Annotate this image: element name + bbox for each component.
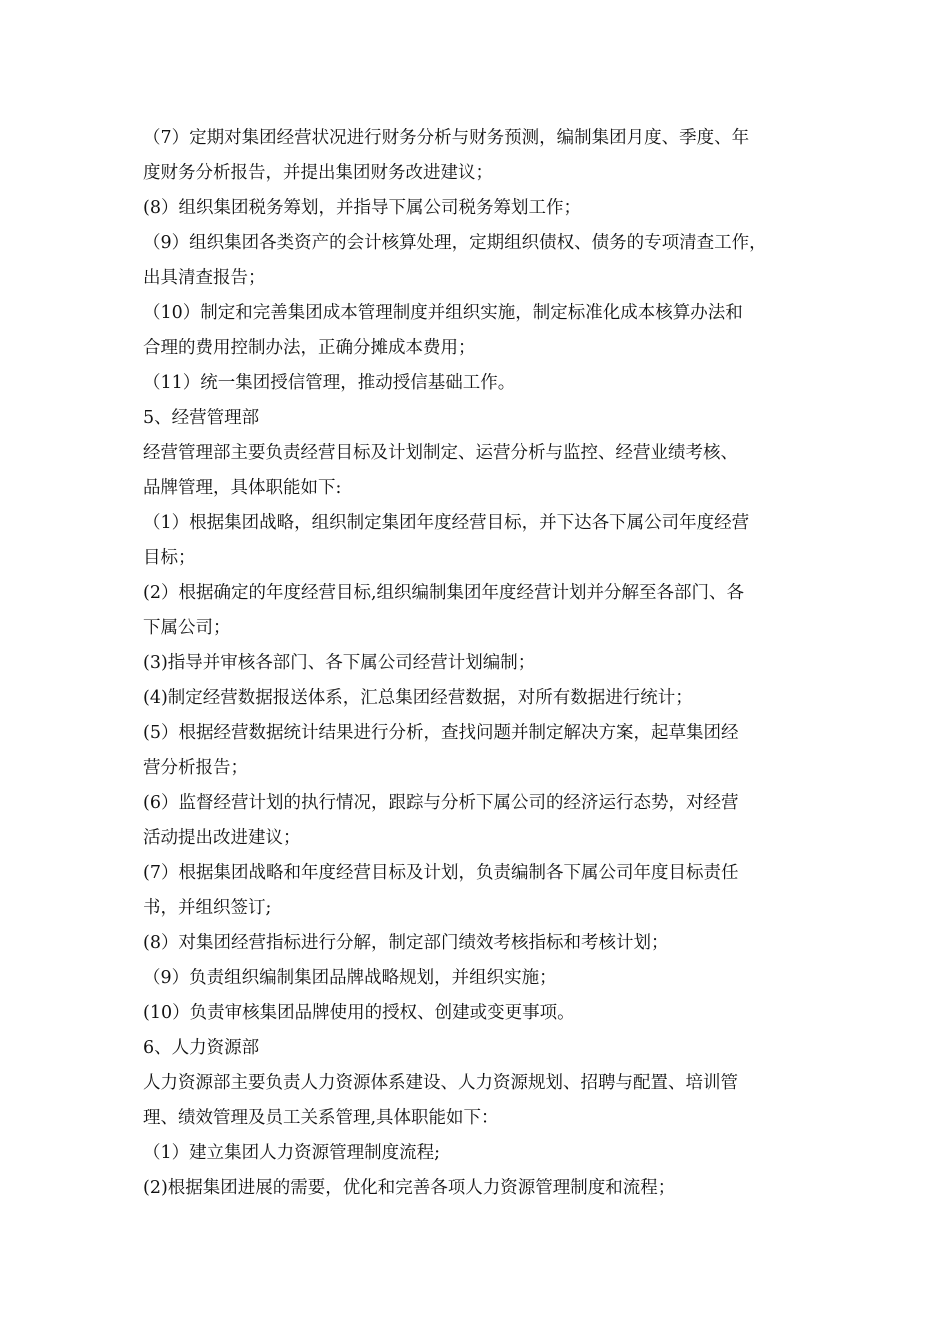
text-line: (10）负责审核集团品牌使用的授权、创建或变更事项。 — [143, 1003, 575, 1023]
text-line: （1）根据集团战略，组织制定集团年度经营目标，并下达各下属公司年度经营 — [143, 513, 750, 533]
text-line: 营分析报告； — [143, 758, 248, 778]
text-line: (8）组织集团税务筹划，并指导下属公司税务筹划工作； — [143, 198, 581, 218]
text-line: (6）监督经营计划的执行情况，跟踪与分析下属公司的经济运行态势，对经营 — [143, 793, 739, 813]
text-line: 经营管理部主要负责经营目标及计划制定、运营分析与监控、经营业绩考核、 — [143, 443, 738, 463]
text-line: (7）根据集团战略和年度经营目标及计划，负责编制各下属公司年度目标责任 — [143, 863, 739, 883]
text-line: 理、绩效管理及员工关系管理,具体职能如下： — [143, 1108, 499, 1128]
text-line: 度财务分析报告，并提出集团财务改进建议； — [143, 163, 493, 183]
text-line: （9）组织集团各类资产的会计核算处理，定期组织债权、债务的专项清查工作， — [143, 233, 767, 253]
text-line: （10）制定和完善集团成本管理制度并组织实施，制定标准化成本核算办法和 — [143, 303, 743, 323]
text-line: 人力资源部主要负责人力资源体系建设、人力资源规划、招聘与配置、培训管 — [143, 1073, 738, 1093]
text-line: 活动提出改进建议； — [143, 828, 301, 848]
text-line: 书，并组织签订; — [143, 898, 272, 918]
text-line: (8）对集团经营指标进行分解，制定部门绩效考核指标和考核计划； — [143, 933, 669, 953]
text-line: （7）定期对集团经营状况进行财务分析与财务预测，编制集团月度、季度、年 — [143, 128, 750, 148]
text-line: (5）根据经营数据统计结果进行分析，查找问题并制定解决方案，起草集团经 — [143, 723, 739, 743]
section-heading: 5、经营管理部 — [143, 408, 260, 428]
text-line: (4)制定经营数据报送体系，汇总集团经营数据，对所有数据进行统计； — [143, 688, 693, 708]
text-line: 合理的费用控制办法，正确分摊成本费用； — [143, 338, 476, 358]
text-line: （11）统一集团授信管理，推动授信基础工作。 — [143, 373, 516, 393]
text-line: 出具清查报告； — [143, 268, 266, 288]
text-line: （9）负责组织编制集团品牌战略规划，并组织实施； — [143, 968, 557, 988]
text-line: (2)根据集团进展的需要，优化和完善各项人力资源管理制度和流程； — [143, 1178, 676, 1198]
text-line: (3)指导并审核各部门、各下属公司经营计划编制； — [143, 653, 536, 673]
text-line: （1）建立集团人力资源管理制度流程; — [143, 1143, 441, 1163]
text-line: 品牌管理，具体职能如下: — [143, 478, 342, 498]
text-line: 下属公司； — [143, 618, 231, 638]
section-heading: 6、人力资源部 — [143, 1038, 260, 1058]
text-line: (2）根据确定的年度经营目标,组织编制集团年度经营计划并分解至各部门、各 — [143, 583, 745, 603]
text-line: 目标； — [143, 548, 196, 568]
